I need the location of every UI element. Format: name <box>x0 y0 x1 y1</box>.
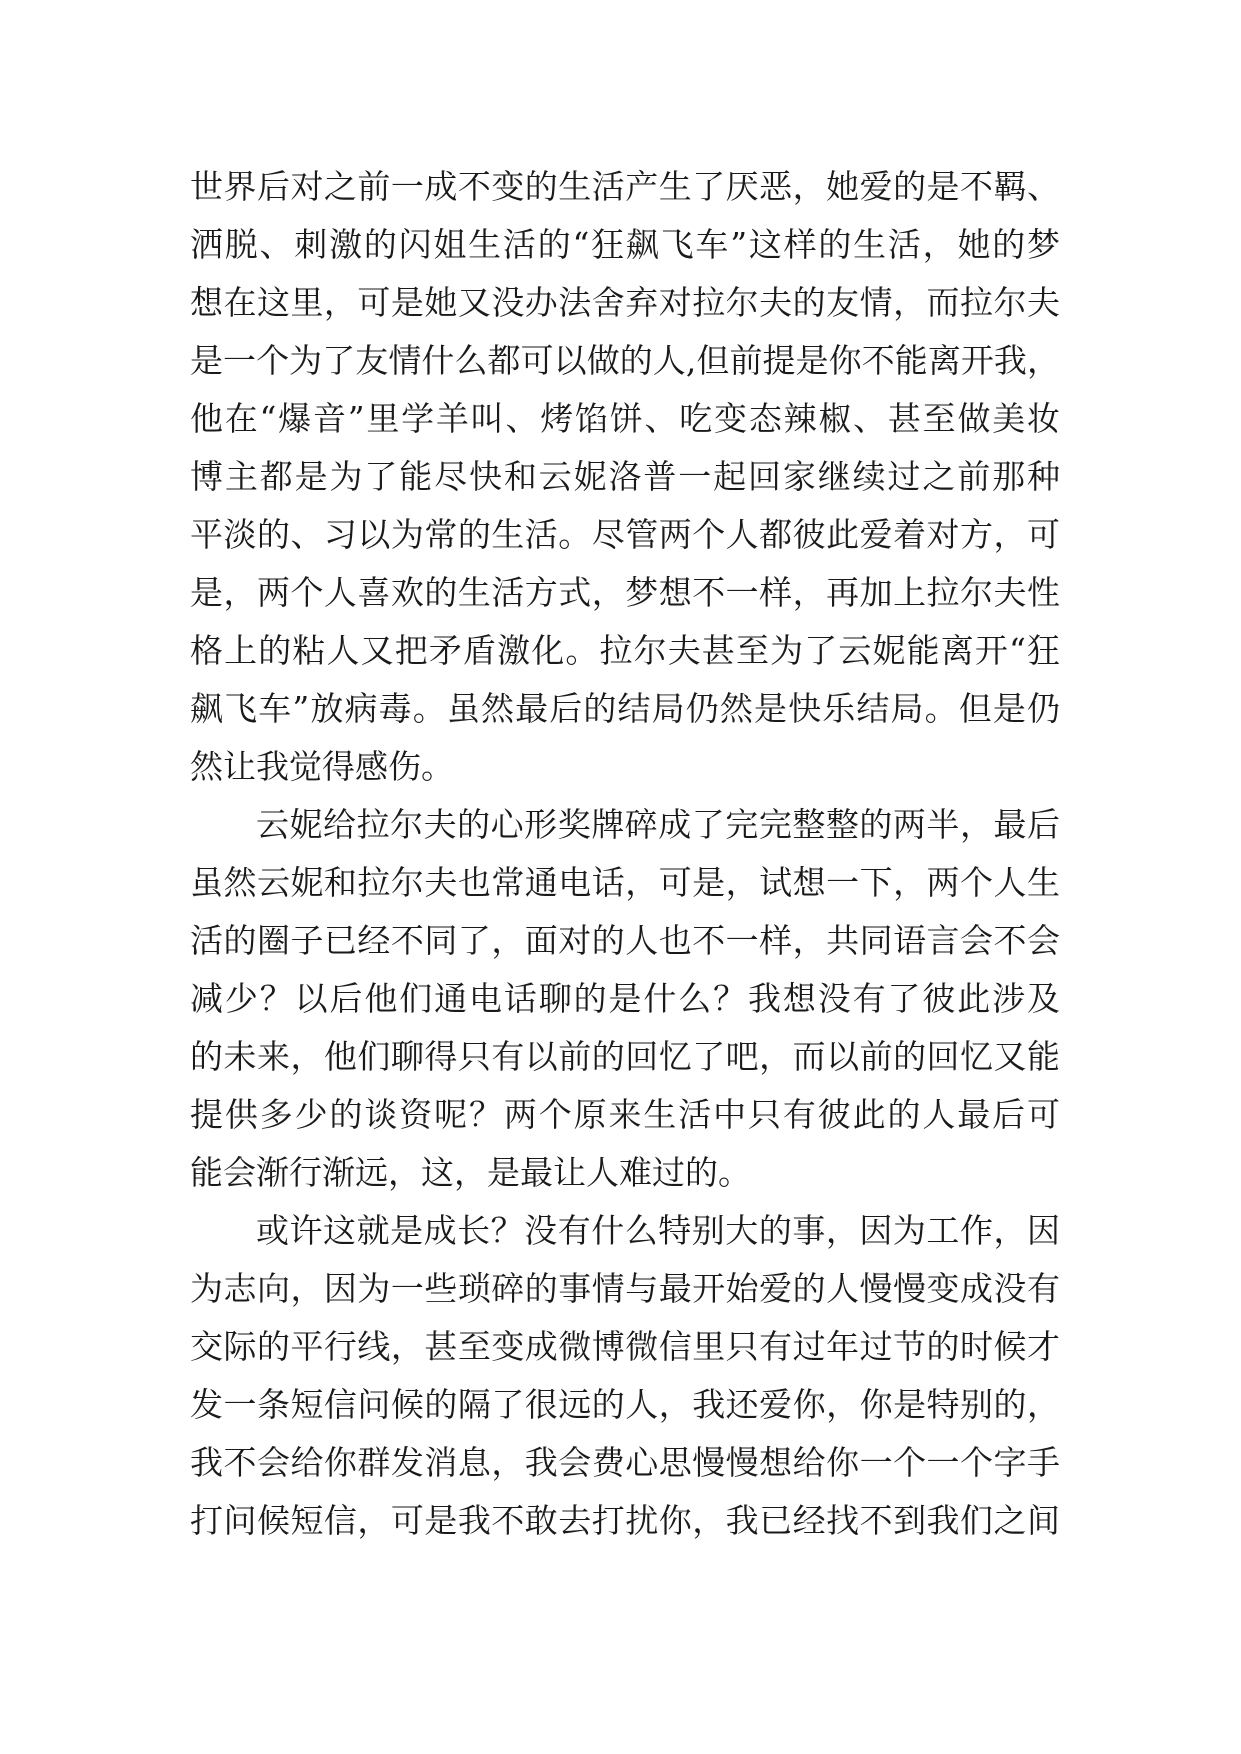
text-line: 能会渐行渐远，这，是最让人难过的。 <box>190 1153 751 1192</box>
text-line: 是一个为了友情什么都可以做的人,但前提是你不能离开我， <box>190 341 1060 380</box>
text-line: 格上的粘人又把矛盾激化。拉尔夫甚至为了云妮能离开“狂 <box>190 631 1060 670</box>
text-line: 飙飞车”放病毒。虽然最后的结局仍然是快乐结局。但是仍 <box>190 689 1060 728</box>
text-line: 或许这就是成长？没有什么特别大的事，因为工作，因 <box>256 1211 1060 1250</box>
paragraph-3 <box>190 1202 1060 1550</box>
paragraph-2 <box>190 796 1060 1202</box>
text-line: 是，两个人喜欢的生活方式，梦想不一样，再加上拉尔夫性 <box>190 573 1060 612</box>
text-line: 他在“爆音”里学羊叫、烤馅饼、吃变态辣椒、甚至做美妆 <box>190 399 1060 438</box>
text-line: 世界后对之前一成不变的生活产生了厌恶，她爱的是不羁、 <box>190 167 1060 206</box>
text-line: 打问候短信，可是我不敢去打扰你，我已经找不到我们之间 <box>190 1501 1060 1540</box>
text-line: 云妮给拉尔夫的心形奖牌碎成了完完整整的两半，最后 <box>256 805 1060 844</box>
text-line: 虽然云妮和拉尔夫也常通电话，可是，试想一下，两个人生 <box>190 863 1060 902</box>
text-line: 减少？以后他们通电话聊的是什么？我想没有了彼此涉及 <box>190 979 1060 1018</box>
text-line: 博主都是为了能尽快和云妮洛普一起回家继续过之前那种 <box>190 457 1060 496</box>
text-line: 提供多少的谈资呢？两个原来生活中只有彼此的人最后可 <box>190 1095 1060 1134</box>
text-line: 我不会给你群发消息，我会费心思慢慢想给你一个一个字手 <box>190 1443 1060 1482</box>
text-line: 为志向，因为一些琐碎的事情与最开始爱的人慢慢变成没有 <box>190 1269 1060 1308</box>
text-line: 洒脱、刺激的闪姐生活的“狂飙飞车”这样的生活，她的梦 <box>190 225 1060 264</box>
text-line: 的未来，他们聊得只有以前的回忆了吧，而以前的回忆又能 <box>190 1037 1060 1076</box>
text-line: 想在这里，可是她又没办法舍弃对拉尔夫的友情，而拉尔夫 <box>190 283 1060 322</box>
text-line: 交际的平行线，甚至变成微博微信里只有过年过节的时候才 <box>190 1327 1060 1366</box>
text-line: 发一条短信问候的隔了很远的人，我还爱你，你是特别的， <box>190 1385 1060 1424</box>
text-line: 活的圈子已经不同了，面对的人也不一样，共同语言会不会 <box>190 921 1060 960</box>
text-line: 然让我觉得感伤。 <box>190 747 454 786</box>
text-line: 平淡的、习以为常的生活。尽管两个人都彼此爱着对方，可 <box>190 515 1060 554</box>
body-text <box>190 158 1060 1550</box>
paragraph-1 <box>190 158 1060 796</box>
